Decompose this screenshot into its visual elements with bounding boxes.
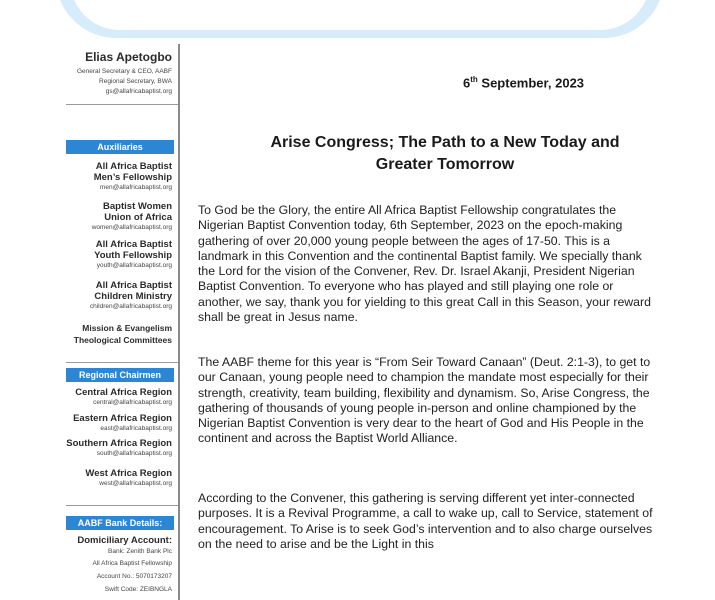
- aux-title: Children Ministry: [94, 291, 172, 302]
- sender-name: Elias Apetogbo: [85, 50, 172, 64]
- region-title: Central Africa Region: [75, 387, 172, 398]
- region-title: West Africa Region: [85, 468, 172, 479]
- date-day: 6: [463, 75, 471, 91]
- committees-title: Theological Committees: [73, 335, 172, 345]
- letter-date: [463, 75, 584, 90]
- region-email[interactable]: south@allafricabaptist.org: [96, 450, 172, 457]
- sender-email[interactable]: gs@allafricabaptist.org: [105, 88, 172, 95]
- aux-email[interactable]: men@allafricabaptist.org: [100, 184, 172, 191]
- regional-heading: Regional Chairmen: [66, 368, 174, 382]
- bank-line: All Africa Baptist Fellowship: [92, 560, 172, 567]
- sender-role: General Secretary & CEO, AABF: [76, 68, 172, 75]
- bank-heading: AABF Bank Details:: [66, 516, 174, 530]
- aux-title: Baptist Women: [103, 201, 172, 212]
- aux-title: Men’s Fellowship: [93, 172, 172, 183]
- aux-title: All Africa Baptist: [95, 280, 172, 291]
- sidebar-divider: [66, 362, 178, 363]
- body-paragraph-2: The AABF theme for this year is “From Seir Toward Canaan” (Deut. 2:1-3), to get to our Canaan, young people need to champion the mandate most especially for their strength, creativity, team building, flexibility and dynamism. So, Arise Congress, the gathering of thousands of young people in-person and online championed by the Nigerian Baptist Convention is very dear to the heart of God and His People in the continent and across the Baptist World Alliance.: [198, 355, 651, 446]
- bank-line: Swift Code: ZEIBNGLA: [104, 586, 172, 593]
- region-title: Eastern Africa Region: [73, 413, 172, 424]
- region-email[interactable]: central@allafricabaptist.org: [93, 399, 172, 406]
- auxiliaries-heading: Auxiliaries: [66, 140, 174, 154]
- mission-title: Mission & Evangelism: [82, 323, 172, 333]
- aux-title: All Africa Baptist: [95, 161, 172, 172]
- date-rest: September, 2023: [477, 75, 585, 91]
- sidebar-divider: [66, 505, 178, 506]
- date-suffix: th: [470, 75, 478, 84]
- bank-account-title: Domiciliary Account:: [77, 535, 172, 546]
- letterhead-sidebar: [60, 44, 180, 600]
- aux-title: Youth Fellowship: [94, 250, 172, 261]
- bank-line: Account No.: 5070173207: [96, 573, 172, 580]
- letterhead-inner: [70, 0, 650, 30]
- aux-email[interactable]: children@allafricabaptist.org: [89, 303, 172, 310]
- aux-title: All Africa Baptist: [95, 239, 172, 250]
- body-paragraph-3: According to the Convener, this gathering is serving different yet inter-connected purposes. It is a Revival Programme, a call to wake up, call to Service, statement of encouragement. To Arise is to seek God’s intervention and to also charge ourselves on the need to arise and be the Light in this: [198, 491, 653, 551]
- aux-title: Union of Africa: [104, 212, 172, 223]
- bank-line: Bank: Zenith Bank Plc: [108, 548, 172, 555]
- aux-email[interactable]: youth@allafricabaptist.org: [96, 262, 172, 269]
- body-paragraph-1: To God be the Glory, the entire All Africa Baptist Fellowship congratulates the Nigerian Baptist Convention today, 6th September, 2023 on the epoch-making gathering of over 20,000 young people between the ages of 17-50. This is a landmark in this Convention and the continental Baptist family. We specially thank the Lord for the vision of the Convener, Rev. Dr. Israel Akanji, President Nigerian Baptist Convention. To everyone who has played and still playing one role or another, we say, thank you for yielding to this great Call in this Season, your reward shall be great in Jesus name.: [198, 203, 651, 325]
- sender-role-2: Regional Secretary, BWA: [99, 78, 172, 85]
- region-email[interactable]: east@allafricabaptist.org: [100, 425, 172, 432]
- region-email[interactable]: west@allafricabaptist.org: [99, 480, 172, 487]
- letter-title: Arise Congress; The Path to a New Today and Greater Tomorrow: [270, 134, 620, 173]
- aux-email[interactable]: women@allafricabaptist.org: [91, 224, 172, 231]
- sidebar-divider: [66, 104, 178, 105]
- region-title: Southern Africa Region: [66, 438, 172, 449]
